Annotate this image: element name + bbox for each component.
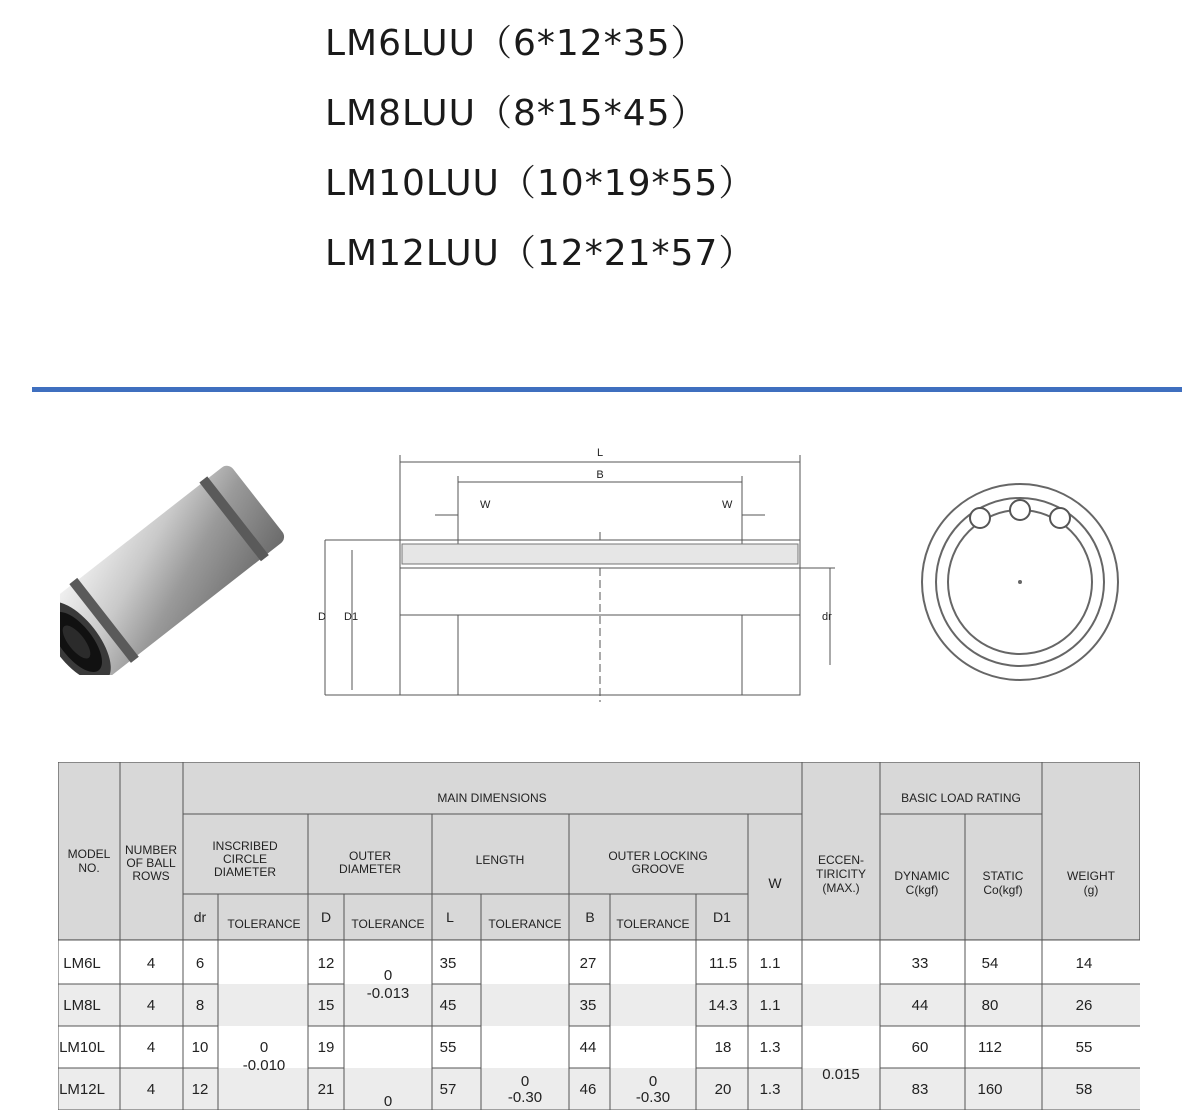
ecc-value: 0.015	[822, 1066, 860, 1083]
h-length: LENGTH	[475, 853, 525, 867]
svg-text:55: 55	[439, 1039, 457, 1056]
svg-text:83: 83	[911, 1081, 929, 1098]
svg-text:4: 4	[146, 955, 156, 972]
svg-text:20: 20	[714, 1081, 732, 1098]
svg-text:14.3: 14.3	[708, 997, 738, 1014]
svg-text:26: 26	[1075, 997, 1093, 1014]
tol-dr: 0 -0.010	[242, 1039, 286, 1074]
svg-text:57: 57	[439, 1081, 457, 1098]
svg-text:LM6L: LM6L	[63, 955, 101, 972]
h-w: W	[768, 875, 782, 891]
tol-B: 0 -0.30	[635, 1073, 671, 1106]
blue-divider	[32, 387, 1182, 392]
h-load: BASIC LOAD RATING	[901, 791, 1021, 805]
model-list	[325, 18, 755, 298]
model-line: LM8LUU（8*15*45）	[325, 93, 708, 134]
dim-W-left: W	[480, 499, 491, 511]
dim-dr: dr	[822, 611, 832, 623]
svg-text:15: 15	[317, 997, 335, 1014]
svg-text:LM12L: LM12L	[59, 1081, 105, 1098]
sub-B: B	[585, 909, 595, 925]
sub-tol-3: TOLERANCE	[488, 917, 562, 931]
svg-text:19: 19	[317, 1039, 335, 1056]
sub-tol-1: TOLERANCE	[227, 917, 301, 931]
svg-text:112: 112	[978, 1039, 1002, 1056]
svg-text:44: 44	[911, 997, 929, 1014]
svg-text:45: 45	[439, 997, 457, 1014]
h-main: MAIN DIMENSIONS	[437, 791, 547, 805]
model-line: LM12LUU（12*21*57）	[325, 233, 756, 274]
bearing-photo	[60, 455, 290, 675]
model-line: LM10LUU（10*19*55）	[325, 163, 756, 204]
h-static: STATIC Co(kgf)	[982, 869, 1024, 897]
side-view-drawing	[310, 440, 850, 710]
svg-text:35: 35	[579, 997, 597, 1014]
svg-text:LM10L: LM10L	[59, 1039, 105, 1056]
svg-text:1.3: 1.3	[759, 1081, 781, 1098]
svg-text:21: 21	[317, 1081, 335, 1098]
svg-text:18: 18	[714, 1039, 732, 1056]
svg-text:12: 12	[317, 955, 335, 972]
sub-D: D	[320, 909, 332, 925]
h-ecc: ECCEN-TIRICITY (MAX.)	[816, 853, 866, 895]
cross-section-drawing	[895, 470, 1145, 690]
svg-text:80: 80	[981, 997, 999, 1014]
h-dynamic: DYNAMIC C(kgf)	[894, 869, 950, 897]
svg-text:4: 4	[146, 1081, 156, 1098]
svg-text:35: 35	[439, 955, 457, 972]
dim-L: L	[596, 447, 604, 459]
svg-text:27: 27	[579, 955, 597, 972]
h-rows: NUMBER OF BALL ROWS	[124, 843, 178, 883]
svg-text:33: 33	[911, 955, 929, 972]
svg-text:54: 54	[981, 955, 999, 972]
tol-D-a: 0 -0.013	[366, 967, 410, 1002]
spec-table	[58, 762, 1140, 1110]
svg-text:10: 10	[191, 1039, 209, 1056]
svg-text:4: 4	[146, 1039, 156, 1056]
dim-D1: D1	[344, 611, 359, 623]
sub-dr: dr	[193, 909, 207, 925]
svg-text:160: 160	[977, 1081, 1003, 1098]
h-outer: OUTER DIAMETER	[338, 849, 402, 876]
svg-text:LM8L: LM8L	[63, 997, 101, 1014]
sub-tol-4: TOLERANCE	[616, 917, 690, 931]
svg-text:4: 4	[146, 997, 156, 1014]
sub-L: L	[446, 909, 454, 925]
svg-text:8: 8	[195, 997, 205, 1014]
model-line: LM6LUU（6*12*35）	[325, 23, 708, 64]
svg-text:6: 6	[195, 955, 205, 972]
svg-text:55: 55	[1075, 1039, 1093, 1056]
svg-text:11.5: 11.5	[708, 955, 738, 972]
svg-text:60: 60	[911, 1039, 929, 1056]
dim-B: B	[596, 469, 604, 481]
dim-W-right: W	[722, 499, 733, 511]
h-weight: WEIGHT (g)	[1067, 869, 1115, 897]
tol-D-b: 0	[383, 1093, 393, 1110]
sub-D1: D1	[713, 909, 731, 925]
svg-text:1.1: 1.1	[759, 955, 781, 972]
h-model: MODEL NO.	[67, 847, 111, 875]
h-inscribed: INSCRIBED CIRCLE DIAMETER	[212, 839, 278, 879]
svg-text:1.1: 1.1	[759, 997, 781, 1014]
h-groove: OUTER LOCKING GROOVE	[608, 849, 708, 876]
svg-text:14: 14	[1075, 955, 1093, 972]
svg-text:12: 12	[191, 1081, 209, 1098]
sub-tol-2: TOLERANCE	[351, 917, 425, 931]
svg-text:44: 44	[579, 1039, 597, 1056]
svg-text:46: 46	[579, 1081, 597, 1098]
svg-text:1.3: 1.3	[759, 1039, 781, 1056]
svg-text:58: 58	[1075, 1081, 1093, 1098]
dim-D: D	[318, 611, 326, 623]
tol-L: 0 -0.30	[507, 1073, 543, 1106]
